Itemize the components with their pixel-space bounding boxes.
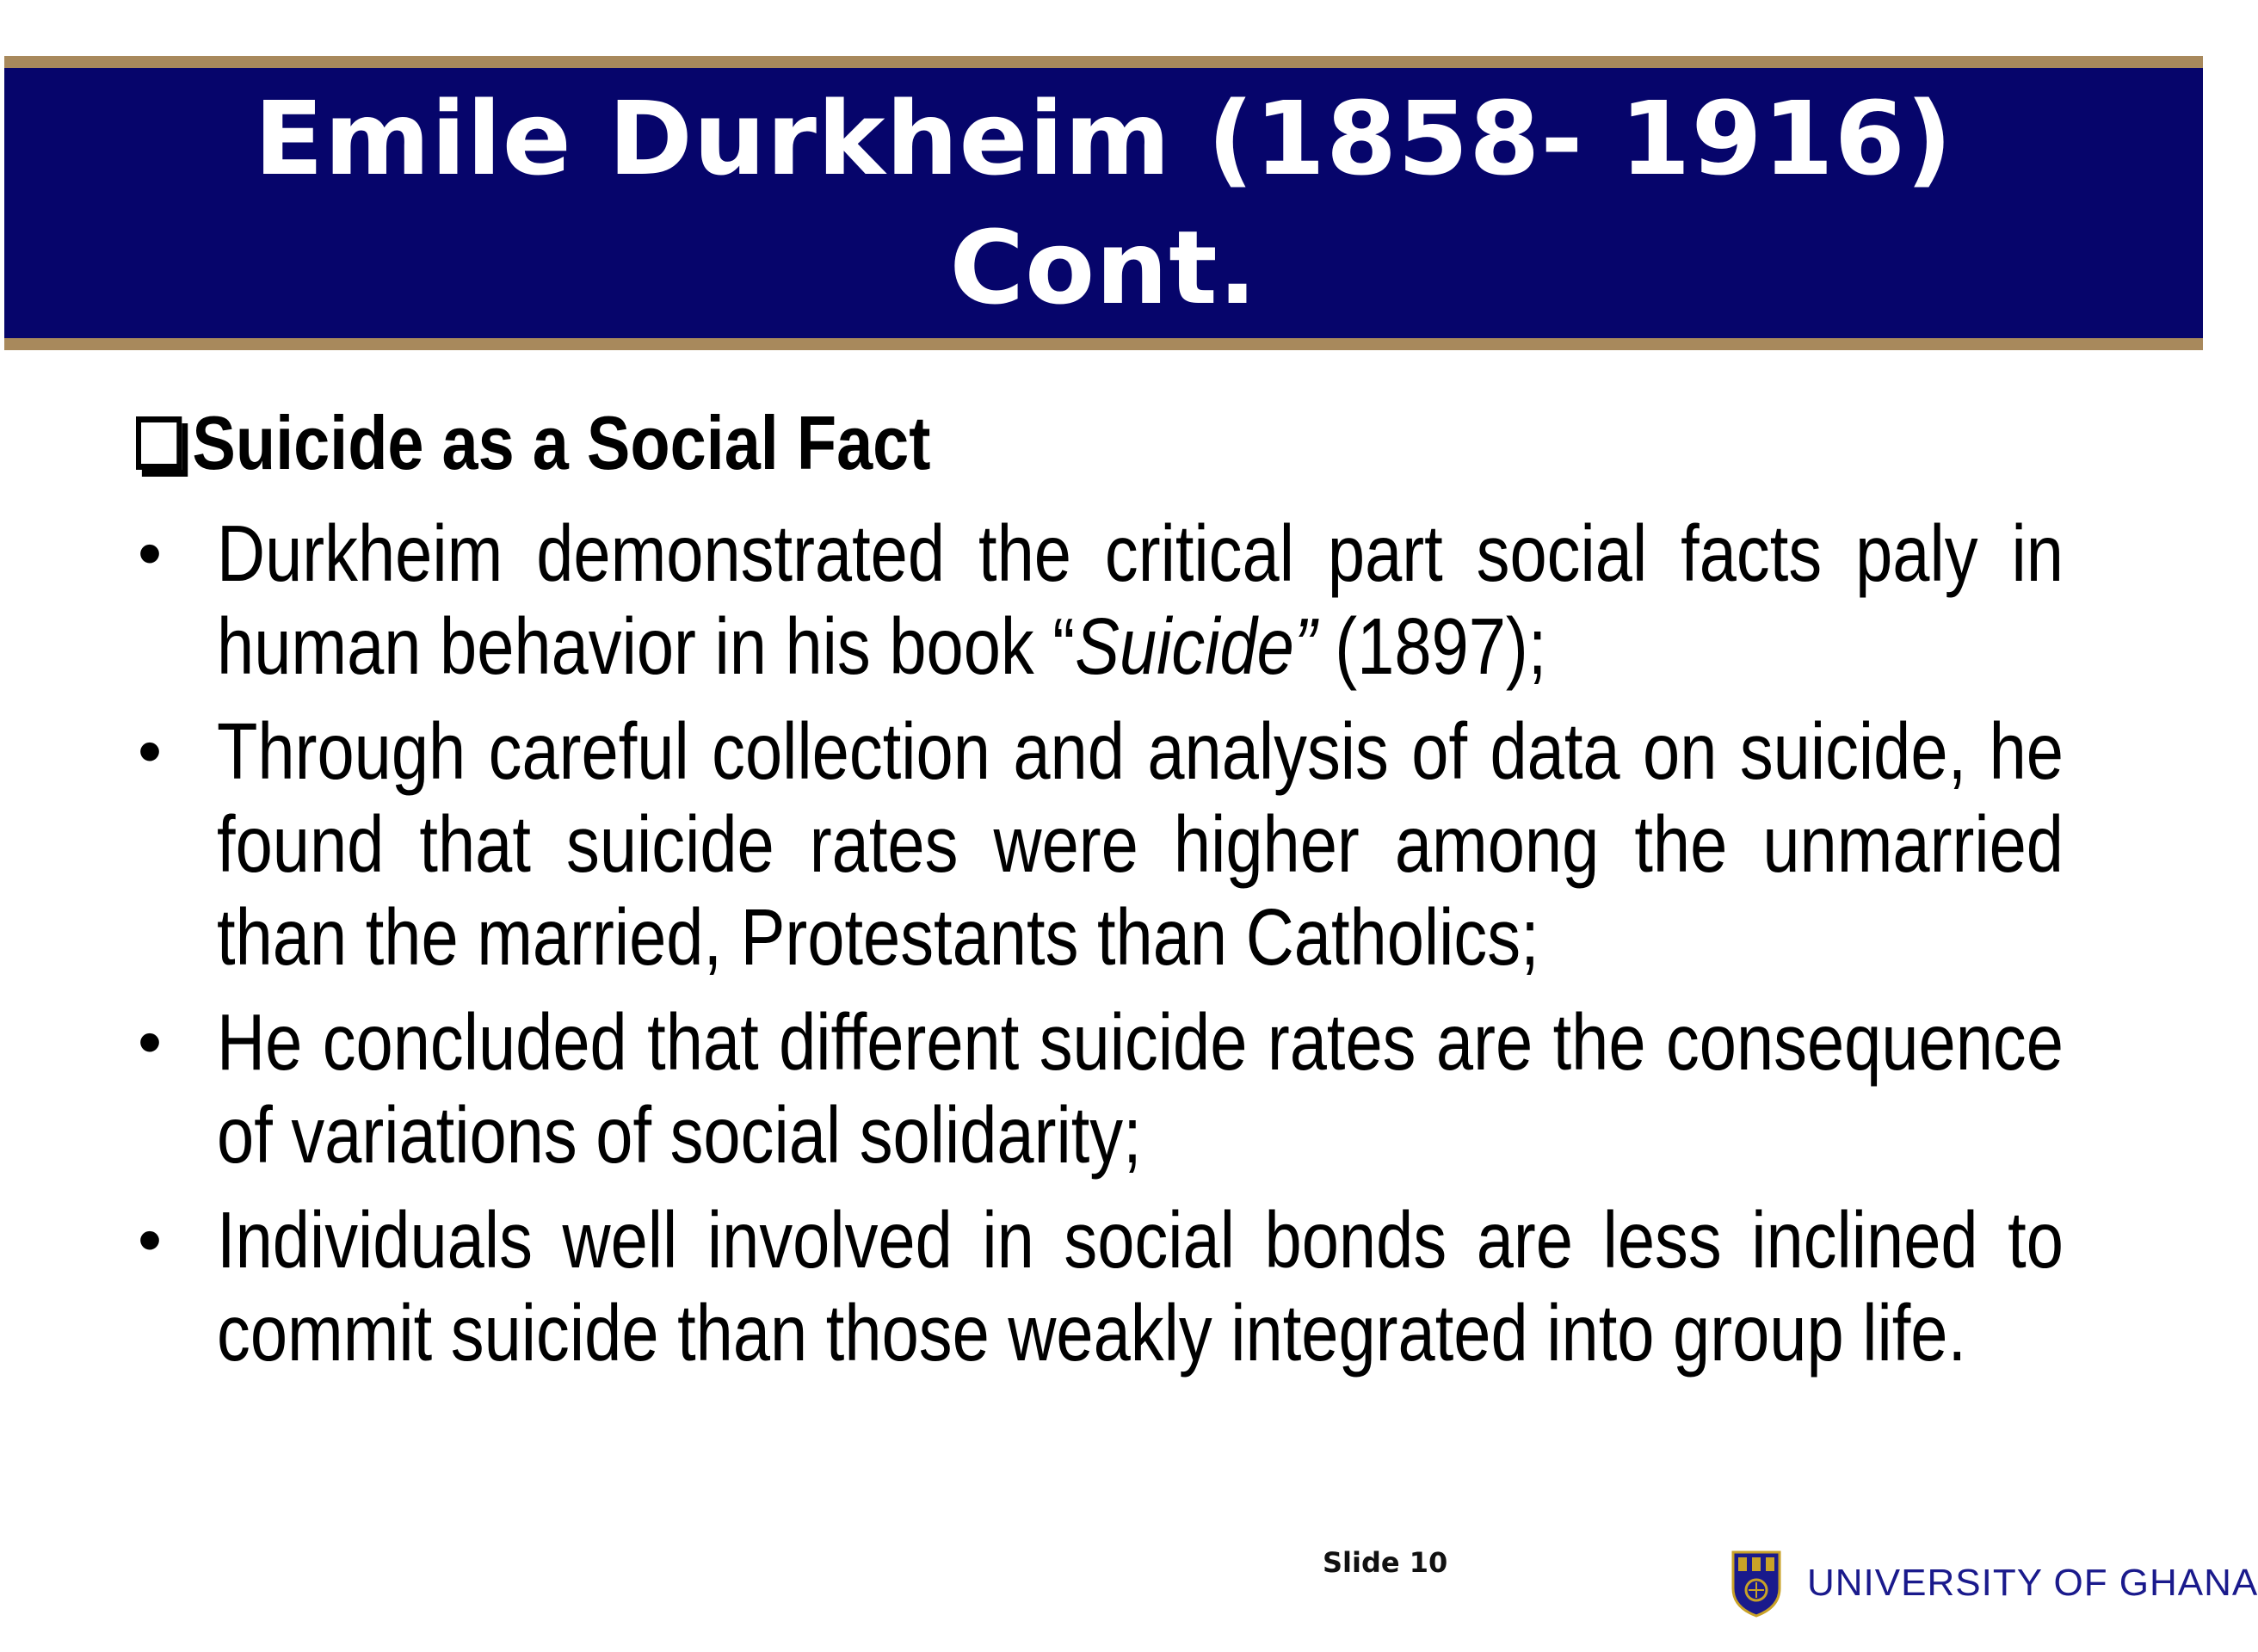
title-banner — [4, 68, 2203, 338]
banner-top-trim — [4, 56, 2203, 68]
bullet-text: Through careful collection and analysis of data on suicide, he found that suicide rates were higher among the unmarried than the married, Protestants than Catholics; — [217, 706, 2064, 982]
book-title-italic: Suicide” — [1075, 601, 1317, 691]
bullet-item — [136, 996, 2072, 1181]
bullet-item — [136, 507, 2072, 693]
university-brand — [1730, 1549, 2258, 1618]
bullet-text-part: Durkheim demonstrated the critical part social facts paly in human behavior in his book “ — [217, 509, 2064, 691]
bullet-marker: • — [138, 515, 163, 591]
bullet-text: Individuals well involved in social bonds are less inclined to commit suicide than those weakly integrated into group life. — [217, 1195, 2064, 1378]
checkbox-icon — [136, 416, 182, 470]
banner-bottom-trim — [4, 338, 2203, 350]
university-name: UNIVERSITY OF GHANA — [1807, 1562, 2258, 1604]
university-crest-icon — [1730, 1549, 1783, 1618]
bullet-list — [136, 507, 2072, 1379]
bullet-item — [136, 705, 2072, 983]
slide-number: Slide 10 — [1323, 1546, 1448, 1579]
section-heading — [136, 391, 1801, 495]
slide-title-line-1: Emile Durkheim (1858- 1916) — [254, 79, 1953, 198]
section-heading-text: Suicide as a Social Fact — [192, 400, 931, 485]
bullet-marker: • — [138, 1201, 163, 1278]
bullet-item — [136, 1193, 2072, 1379]
slide-title-line-2: Cont. — [949, 208, 1258, 327]
slide-content — [136, 391, 2072, 1379]
bullet-marker: • — [138, 712, 163, 789]
bullet-text — [217, 507, 2064, 693]
bullet-marker: • — [138, 1003, 163, 1080]
bullet-text-part: (1897); — [1316, 601, 1547, 691]
bullet-text: He concluded that different suicide rates are the consequence of variations of social solidarity; — [217, 997, 2064, 1180]
